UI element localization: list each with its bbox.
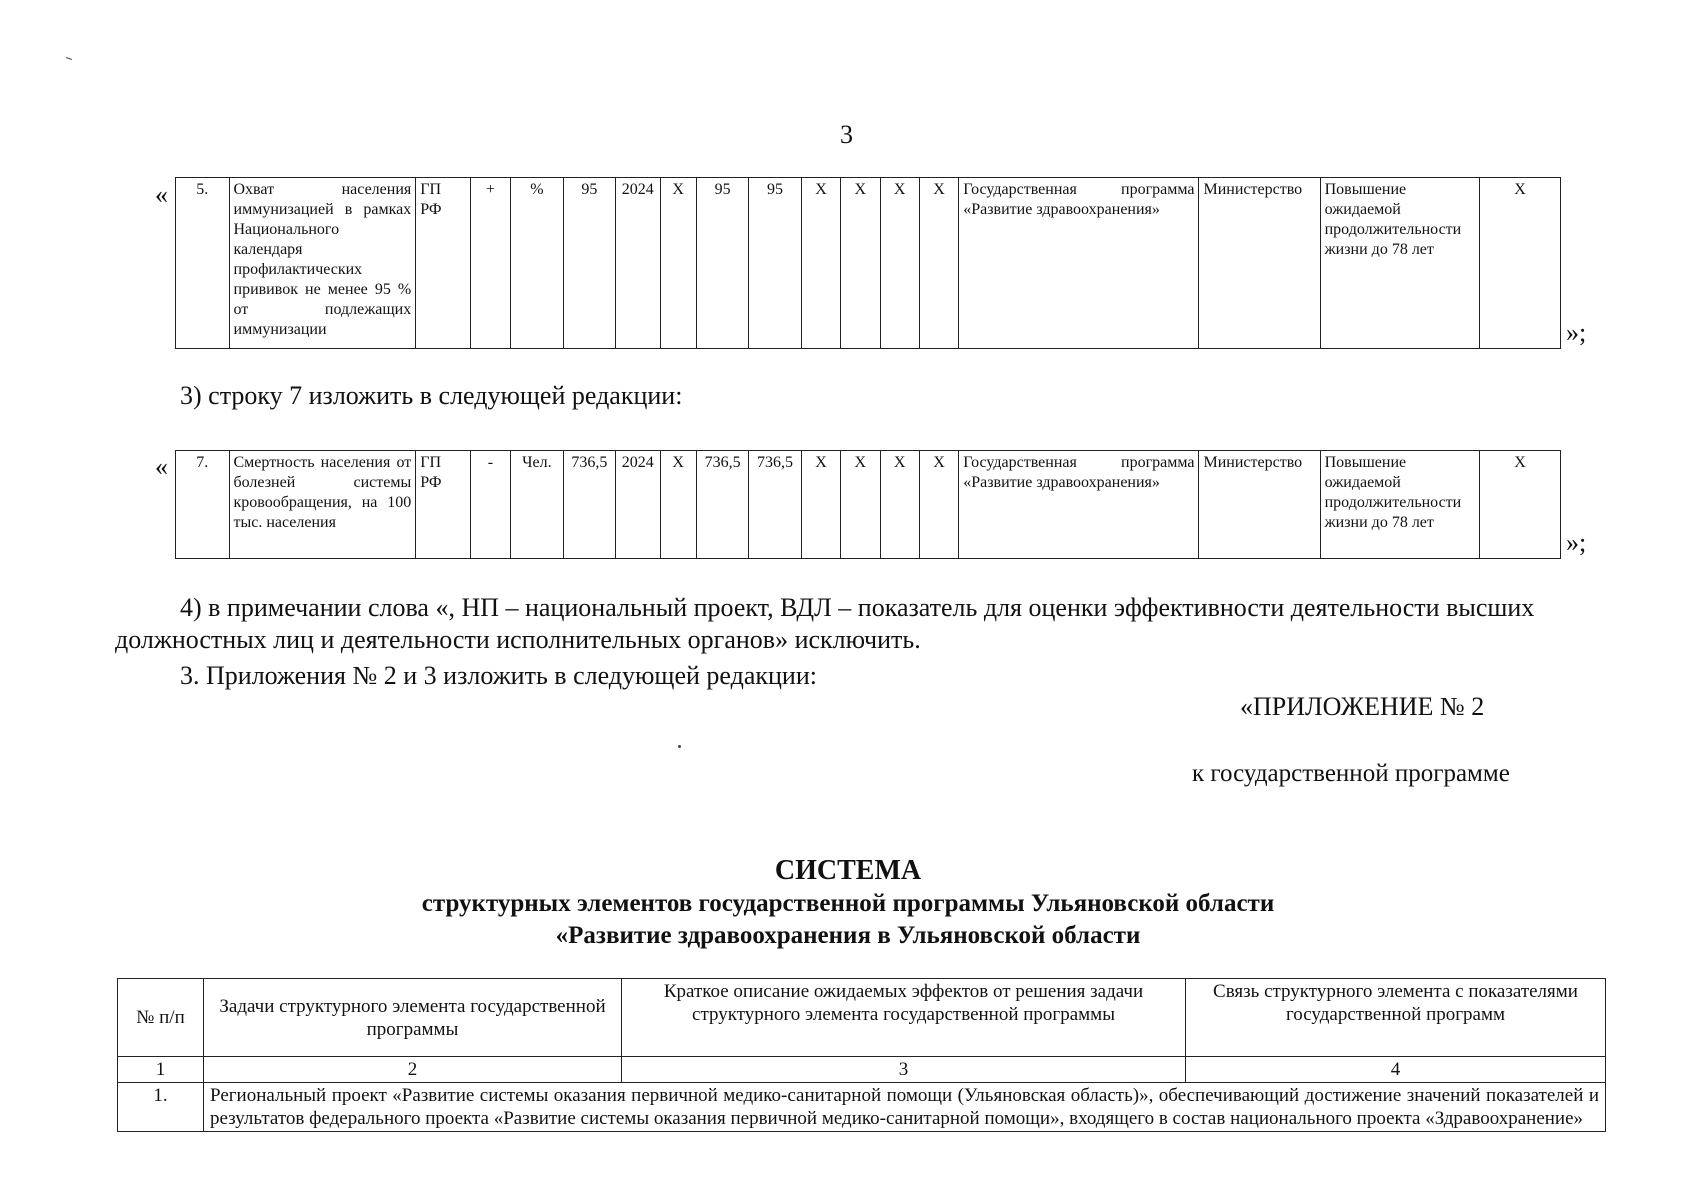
opening-quote: « xyxy=(155,180,168,209)
header-tasks: Задачи структурного элемента государственной программы xyxy=(204,979,622,1057)
indicator-row-7-table xyxy=(175,450,1561,559)
base-value: 736,5 xyxy=(563,451,615,559)
cell-x: X xyxy=(880,178,919,349)
indicator-unit: % xyxy=(511,178,563,349)
table-row xyxy=(176,178,1561,349)
cell-x: X xyxy=(801,451,840,559)
base-value: 95 xyxy=(563,178,615,349)
cell-x: X xyxy=(919,451,958,559)
indicator-unit: Чел. xyxy=(511,451,563,559)
target-value: 95 xyxy=(749,178,801,349)
indicator-level: ГП РФ xyxy=(416,451,471,559)
row-number: 7. xyxy=(176,451,230,559)
table-row xyxy=(176,451,1561,559)
document-subtitle: «Развитие здравоохранения в Ульяновской области xyxy=(555,922,1141,949)
cell-x: X xyxy=(660,178,696,349)
program-link: Государственная программа «Развитие здравоохранения» xyxy=(959,178,1199,349)
closing-quote: »; xyxy=(1566,318,1587,347)
cell-x: X xyxy=(841,451,880,559)
document-title: СИСТЕМА xyxy=(774,855,922,886)
indicator-name: Охват населения иммунизацией в рамках Национального календаря профилактических прививок не менее 95 % от подлежащих иммунизации xyxy=(229,178,416,349)
base-year: 2024 xyxy=(616,451,660,559)
base-year: 2024 xyxy=(616,178,660,349)
target-value: 95 xyxy=(696,178,748,349)
column-number: 1 xyxy=(118,1057,204,1083)
appendix-title: «ПРИЛОЖЕНИЕ № 2 xyxy=(1240,692,1485,721)
header-effects: Краткое описание ожидаемых эффектов от решения задачи структурного элемента государственной программы xyxy=(622,979,1186,1057)
cell-x: X xyxy=(801,178,840,349)
opening-quote: « xyxy=(155,452,168,481)
table-row xyxy=(118,1083,1606,1132)
program-reference: к государственной программе xyxy=(1192,760,1510,787)
table-header-row xyxy=(118,979,1606,1057)
indicator-name: Смертность населения от болезней системы кровообращения, на 100 тыс. населения xyxy=(229,451,416,559)
regional-project-description: Региональный проект «Развитие системы оказания первичной медико-санитарной помощи (Ульяновская область)», обеспечивающий достижение значений показателей и результатов федерального проекта «Развитие системы оказания первичной медико-санитарной помощи», входящего в состав национального проекта «Здравоохранение» xyxy=(204,1083,1606,1132)
closing-quote: »; xyxy=(1566,528,1587,557)
indicator-sign: + xyxy=(470,178,510,349)
column-number: 2 xyxy=(204,1057,622,1083)
header-link: Связь структурного элемента с показателями государственной программ xyxy=(1186,979,1606,1057)
cell-x: X xyxy=(1480,178,1561,349)
structural-elements-table xyxy=(117,978,1606,1132)
column-number: 3 xyxy=(622,1057,1186,1083)
indicator-row-5-table xyxy=(175,177,1561,349)
national-goal: Повышение ожидаемой продолжительности жизни до 78 лет xyxy=(1320,178,1479,349)
cell-x: X xyxy=(841,178,880,349)
column-number-row xyxy=(118,1057,1606,1083)
responsible-body: Министерство xyxy=(1199,178,1320,349)
responsible-body: Министерство xyxy=(1199,451,1320,559)
row-number: 1. xyxy=(118,1083,204,1132)
page-number: 3 xyxy=(840,120,853,149)
cell-x: X xyxy=(880,451,919,559)
scan-mark xyxy=(66,57,72,60)
paragraph-5: 3. Приложения № 2 и 3 изложить в следующей редакции: xyxy=(180,661,817,690)
indicator-level: ГП РФ xyxy=(416,178,471,349)
cell-x: X xyxy=(919,178,958,349)
indicator-sign: - xyxy=(470,451,510,559)
cell-x: X xyxy=(660,451,696,559)
header-number: № п/п xyxy=(118,979,204,1057)
national-goal: Повышение ожидаемой продолжительности жизни до 78 лет xyxy=(1320,451,1479,559)
document-subtitle: структурных элементов государственной программы Ульяновской области xyxy=(421,890,1275,917)
paragraph-3: 3) строку 7 изложить в следующей редакции: xyxy=(180,381,683,410)
scan-mark xyxy=(678,745,681,748)
row-number: 5. xyxy=(176,178,230,349)
cell-x: X xyxy=(1480,451,1561,559)
target-value: 736,5 xyxy=(749,451,801,559)
target-value: 736,5 xyxy=(696,451,748,559)
program-link: Государственная программа «Развитие здравоохранения» xyxy=(959,451,1199,559)
paragraph-4: 4) в примечании слова «, НП – национальный проект, ВДЛ – показатель для оценки эффективности деятельности высших должностных лиц и деятельности исполнительных органов» исключить. xyxy=(115,593,1535,654)
column-number: 4 xyxy=(1186,1057,1606,1083)
